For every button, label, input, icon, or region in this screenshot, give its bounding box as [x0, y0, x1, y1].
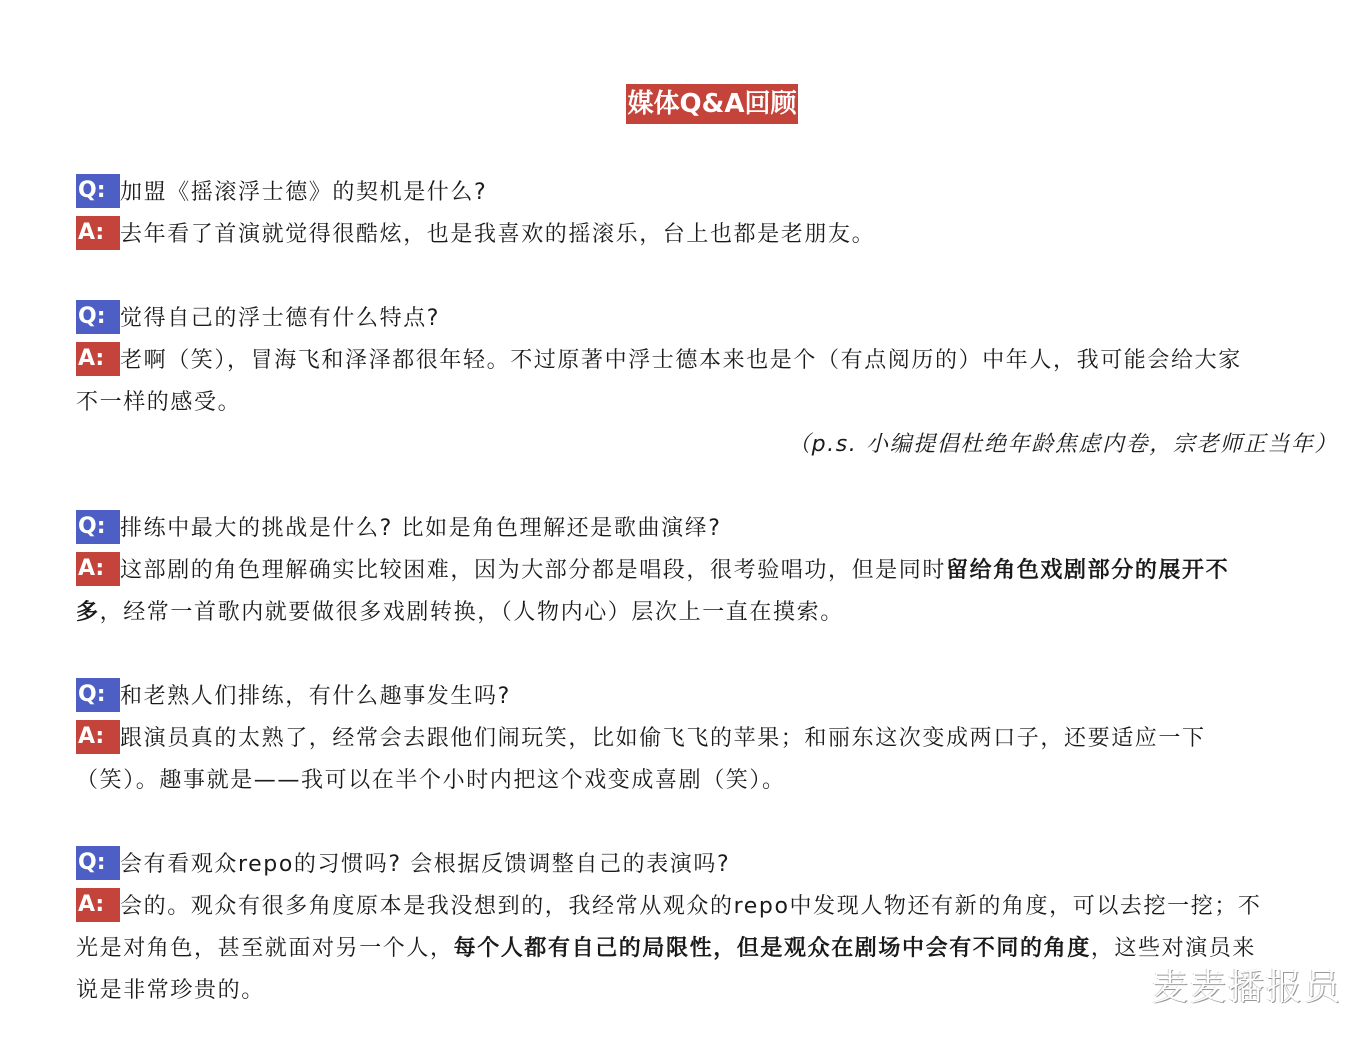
a-badge: A:: [76, 888, 120, 922]
question-line: [76, 508, 1338, 550]
watermark: 麦麦播报员: [1151, 967, 1342, 1008]
editor-note: （p.s. 小编提倡杜绝年龄焦虑内卷，宗老师正当年）: [787, 432, 1338, 457]
qa-block: [76, 508, 1338, 634]
answer-line: [76, 340, 1338, 382]
answer-text: ，经常一首歌内就要做很多戏剧转换，（人物内心）层次上一直在摸索。: [99, 600, 844, 625]
answer-bold-text: 每个人都有自己的局限性，但是观众在剧场中会有不同的角度: [453, 936, 1091, 961]
answer-line: [76, 928, 1338, 970]
answer-text: 老啊（笑），冒海飞和泽泽都很年轻。不过原著中浮士德本来也是个（有点阅历的）中年人，我可能会给大家: [120, 348, 1242, 373]
question-text: 和老熟人们排练，有什么趣事发生吗?: [120, 684, 511, 709]
qa-block: [76, 676, 1338, 802]
answer-bold-text: 多: [76, 600, 100, 625]
answer-line: [76, 382, 1338, 424]
q-badge: Q:: [76, 678, 120, 712]
title-wrap: [0, 84, 1364, 124]
q-badge: Q:: [76, 300, 120, 334]
q-badge: Q:: [76, 174, 120, 208]
qa-list: [76, 172, 1338, 1054]
answer-text: 会的。观众有很多角度原本是我没想到的，我经常从观众的repo中发现人物还有新的角度，可以去挖一挖；不: [120, 894, 1262, 919]
answer-bold-text: 留给角色戏剧部分的展开不: [946, 558, 1230, 583]
answer-text: （笑）。趣事就是——我可以在半个小时内把这个戏变成喜剧（笑）。: [76, 768, 786, 793]
a-badge: A:: [76, 552, 120, 586]
question-line: [76, 676, 1338, 718]
answer-line: [76, 760, 1338, 802]
a-badge: A:: [76, 216, 120, 250]
q-badge: Q:: [76, 846, 120, 880]
question-text: 加盟《摇滚浮士德》的契机是什么?: [120, 180, 488, 205]
question-text: 觉得自己的浮士德有什么特点?: [120, 306, 441, 331]
answer-line: [76, 970, 1338, 1012]
answer-line: [76, 886, 1338, 928]
answer-text: 不一样的感受。: [76, 390, 242, 415]
answer-line: [76, 718, 1338, 760]
question-line: [76, 298, 1338, 340]
page-title: 媒体Q&A回顾: [626, 84, 799, 124]
question-text: 排练中最大的挑战是什么? 比如是角色理解还是歌曲演绎?: [120, 516, 722, 541]
answer-line: [76, 214, 1338, 256]
answer-text: 这部剧的角色理解确实比较困难，因为大部分都是唱段，很考验唱功，但是同时: [120, 558, 947, 583]
a-badge: A:: [76, 342, 120, 376]
answer-text: 跟演员真的太熟了，经常会去跟他们闹玩笑，比如偷飞飞的苹果；和丽东这次变成两口子，还要适应一下: [120, 726, 1206, 751]
question-line: [76, 172, 1338, 214]
answer-text: ，这些对演员来: [1090, 936, 1257, 961]
qa-block: [76, 844, 1338, 1012]
answer-line: [76, 550, 1338, 592]
q-badge: Q:: [76, 510, 120, 544]
a-badge: A:: [76, 720, 120, 754]
answer-text: 光是对角色，甚至就面对另一个人，: [76, 936, 454, 961]
answer-text: 说是非常珍贵的。: [76, 978, 265, 1003]
answer-line: [76, 592, 1338, 634]
qa-block: [76, 172, 1338, 256]
answer-text: 去年看了首演就觉得很酷炫，也是我喜欢的摇滚乐，台上也都是老朋友。: [120, 222, 876, 247]
question-text: 会有看观众repo的习惯吗? 会根据反馈调整自己的表演吗?: [120, 852, 731, 877]
qa-block: [76, 298, 1338, 466]
question-line: [76, 844, 1338, 886]
